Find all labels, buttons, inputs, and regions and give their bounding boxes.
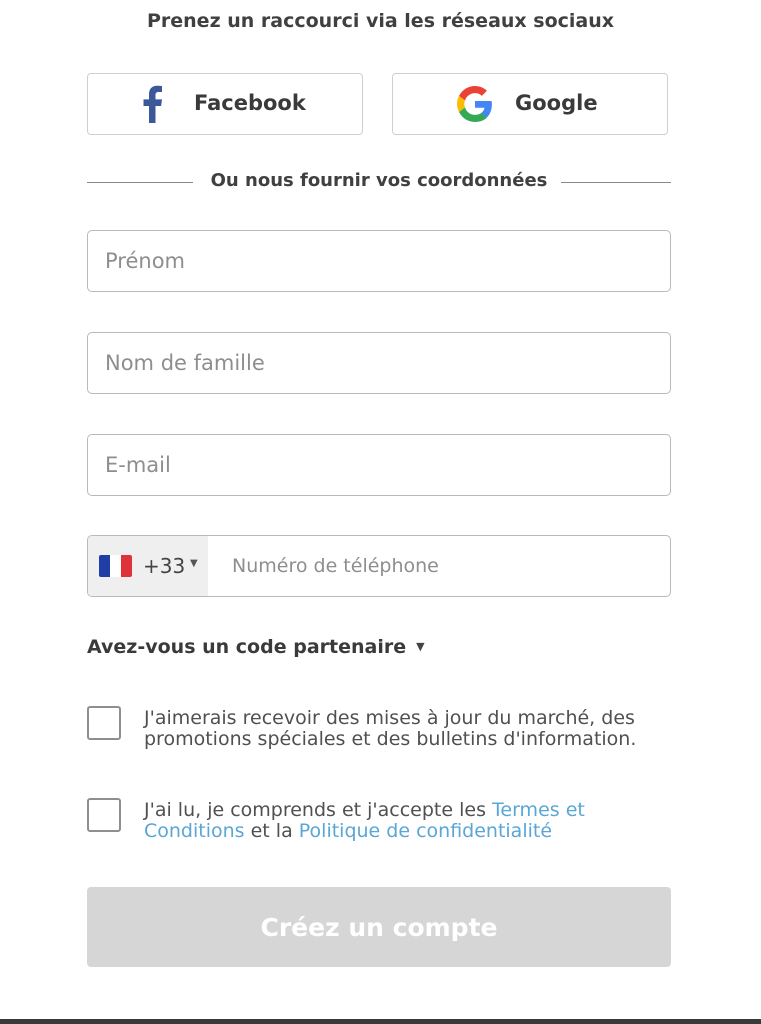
country-code-selector[interactable]	[88, 536, 208, 596]
privacy-policy-link[interactable]: Politique de confidentialité	[298, 820, 553, 842]
france-flag-icon	[99, 555, 132, 577]
marketing-consent-checkbox[interactable]	[87, 706, 121, 740]
partner-code-toggle[interactable]	[87, 636, 425, 658]
terms-link[interactable]: Termes et Conditions	[144, 799, 585, 842]
partner-code-label: Avez-vous un code partenaire	[87, 636, 407, 658]
terms-middle: et la	[244, 820, 299, 842]
divider	[87, 170, 671, 196]
google-login-button[interactable]	[392, 73, 668, 135]
last-name-field[interactable]	[88, 333, 670, 393]
phone-number-field[interactable]	[218, 536, 668, 596]
marketing-consent-text: J'aimerais recevoir des mises à jour du marché, des promotions spéciales et des bulletins d'information.	[144, 707, 637, 750]
social-login-title: Prenez un raccourci via les réseaux sociaux	[146, 10, 615, 32]
email-field[interactable]	[88, 435, 670, 495]
google-label: Google	[515, 91, 598, 115]
last-name-field-wrapper	[87, 332, 671, 394]
terms-prefix: J'ai lu, je comprends et j'accepte les	[144, 799, 493, 821]
divider-text: Ou nous fournir vos coordonnées	[210, 170, 548, 191]
terms-consent-checkbox[interactable]	[87, 798, 121, 832]
bottom-edge	[0, 1019, 761, 1024]
google-icon	[457, 86, 493, 122]
first-name-field-wrapper	[87, 230, 671, 292]
caret-down-icon: ▼	[190, 558, 198, 569]
dial-code: +33	[143, 554, 186, 578]
first-name-field[interactable]	[88, 231, 670, 291]
divider-line-right	[561, 182, 671, 183]
facebook-login-button[interactable]	[87, 73, 363, 135]
phone-field-group	[87, 535, 671, 597]
terms-consent-text	[144, 800, 684, 842]
email-field-wrapper	[87, 434, 671, 496]
facebook-label: Facebook	[194, 91, 306, 115]
facebook-icon	[140, 85, 164, 123]
caret-down-icon: ▼	[416, 640, 425, 653]
create-account-button[interactable]: Créez un compte	[87, 887, 671, 967]
